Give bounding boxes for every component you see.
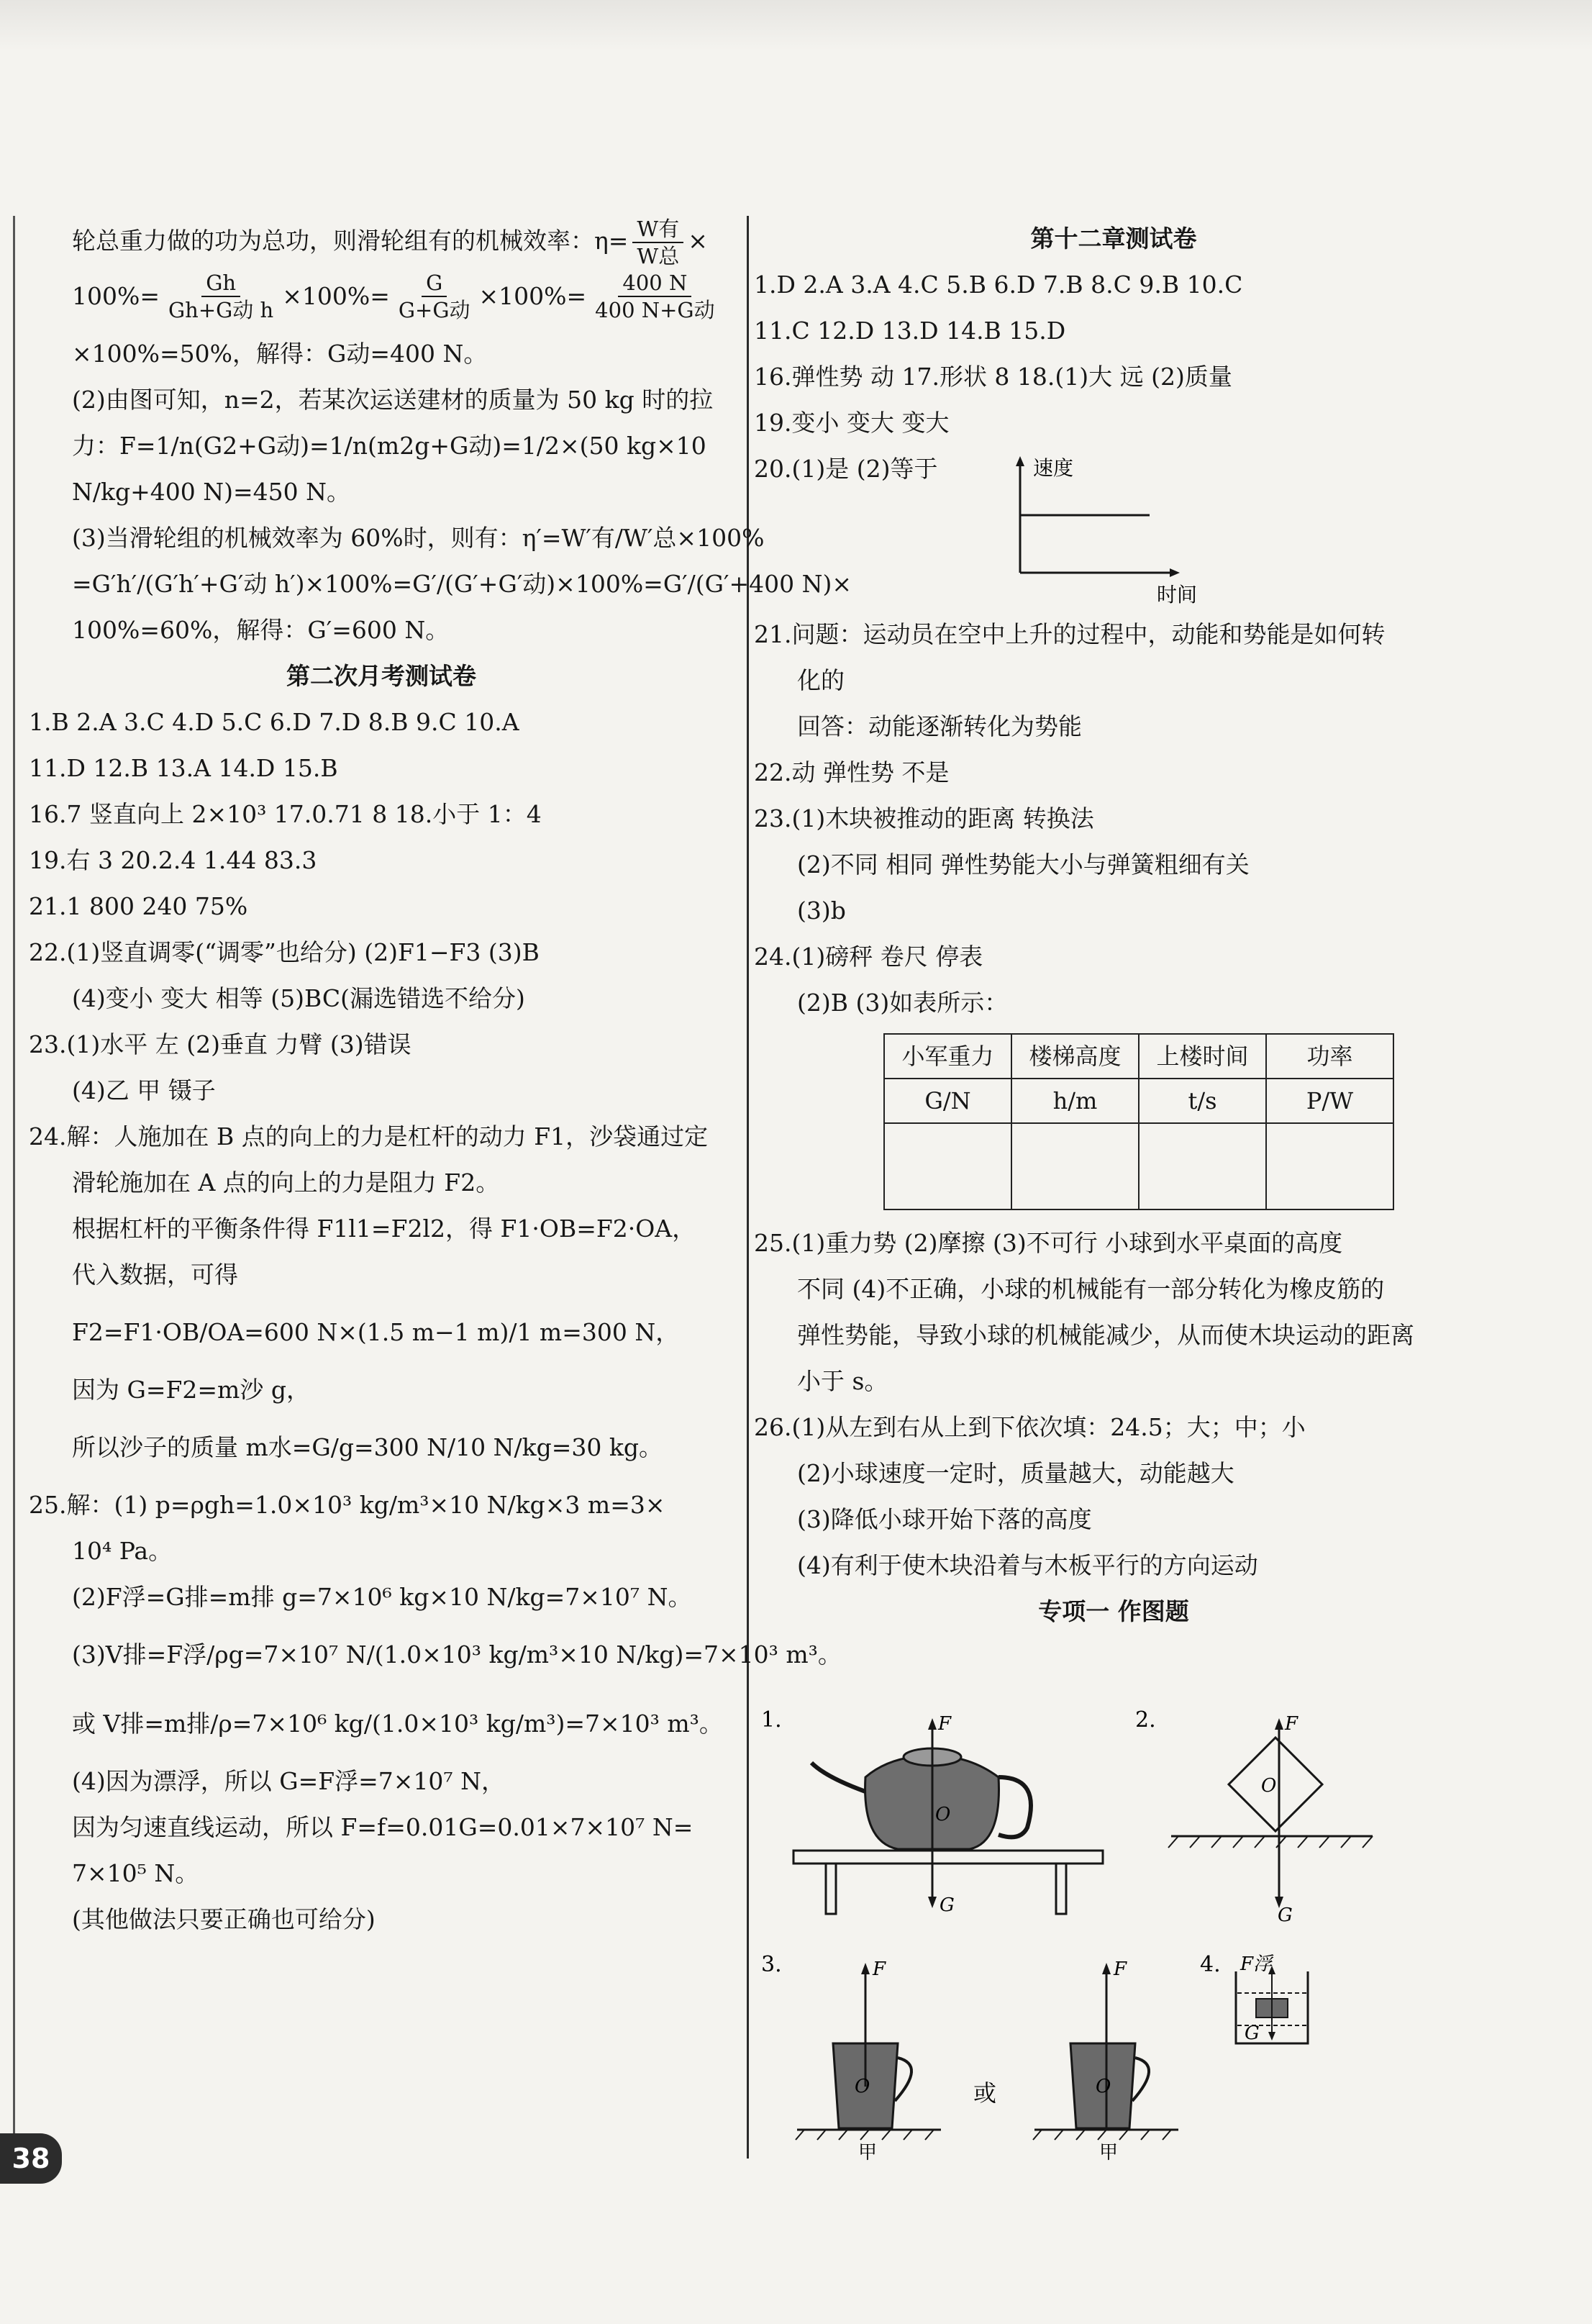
answer-line: 滑轮施加在 A 点的向上的力是阻力 F2。: [72, 1168, 500, 1197]
page-top-shadow: [0, 0, 1592, 50]
text-line: 力：F=1/n(G2+G动)=1/n(m2g+G动)=1/2×(50 kg×10: [72, 432, 706, 460]
answer-line: 弹性势能，导致小球的机械能减少，从而使木块运动的距离: [797, 1321, 1414, 1349]
table-top: [793, 1851, 1103, 1864]
answer-line: (4)乙 甲 镊子: [72, 1076, 216, 1104]
table-cell: 小军重力: [884, 1034, 1011, 1079]
answer-line: 24.(1)磅秤 卷尺 停表: [754, 943, 983, 971]
answer-line: (4)变小 变大 相等 (5)BC(漏选错选不给分): [72, 984, 525, 1012]
table-cell: h/m: [1011, 1079, 1139, 1123]
table-leg: [1056, 1864, 1066, 1914]
jia-label: 甲: [858, 2142, 878, 2164]
table-cell: [884, 1123, 1011, 1209]
answer-line: (其他做法只要正确也可给分): [72, 1905, 376, 1933]
answer-line: (3)降低小球开始下落的高度: [797, 1505, 1092, 1533]
fig4-label: 4.: [1200, 1952, 1221, 1977]
answer-line: [754, 446, 1473, 612]
answer-line: (2)B (3)如表所示：: [797, 989, 1009, 1017]
answer-line: 16.弹性势 动 17.形状 8 18.(1)大 远 (2)质量: [754, 363, 1232, 391]
drawing-figures: [754, 1698, 1473, 2166]
right-column: [754, 216, 1473, 1635]
answer-line: 回答：动能逐渐转化为势能: [797, 712, 1082, 740]
or-label: 或: [973, 2079, 997, 2107]
center-O-label: O: [1096, 2076, 1111, 2097]
graph-x-label: 时间: [1157, 583, 1198, 607]
center-O-label: O: [1261, 1775, 1277, 1797]
table-cell: 功率: [1266, 1034, 1393, 1079]
answer-line: 10⁴ Pa。: [72, 1537, 173, 1565]
fig2-label: 2.: [1135, 1707, 1156, 1733]
text-line: (3)当滑轮组的机械效率为 60%时，则有：η′=W′有/W′总×100%: [72, 524, 765, 552]
answer-line: 因为匀速直线运动，所以 F=f=0.01G=0.01×7×10⁷ N=: [72, 1813, 693, 1841]
table-cell: 楼梯高度: [1011, 1034, 1139, 1079]
answer-line: 21.1 800 240 75%: [29, 892, 248, 920]
text-line: (2)由图可知，n=2，若某次运送建材的质量为 50 kg 时的拉: [72, 386, 714, 414]
answer-line: 25.(1)重力势 (2)摩擦 (3)不可行 小球到水平桌面的高度: [754, 1229, 1343, 1257]
force-G-label: G: [1245, 2023, 1260, 2044]
jia-label: 甲: [1099, 2142, 1119, 2164]
buoyancy-label: F浮: [1240, 1953, 1273, 1975]
text-line: ×100%=50%，解得：G动=400 N。: [72, 340, 488, 368]
answer-line: 22.动 弹性势 不是: [754, 758, 950, 786]
table-row: [884, 1034, 1393, 1079]
column-divider: [747, 216, 749, 2159]
answer-line: 所以沙子的质量 m水=G/g=300 N/10 N/kg=30 kg。: [72, 1433, 663, 1461]
answer-line: 或 V排=m排/ρ=7×10⁶ kg/(1.0×10³ kg/m³)=7×10³ m³。: [72, 1710, 723, 1738]
answer-line: (3)V排=F浮/ρg=7×10⁷ N/(1.0×10³ kg/m³×10 N/kg)=7×10³ m³。: [72, 1640, 842, 1669]
table-cell: [1011, 1123, 1139, 1209]
answer-line: 23.(1)水平 左 (2)垂直 力臂 (3)错误: [29, 1030, 411, 1058]
left-margin-rule: [13, 216, 15, 2159]
center-O-label: O: [935, 1804, 951, 1825]
text-line: 100%=60%，解得：G′=600 N。: [72, 616, 450, 644]
answer-line: 根据杠杆的平衡条件得 F1l1=F2l2，得 F1·OB=F2·OA，: [72, 1215, 696, 1243]
formula-line: 100%= $\frac{Gh}{\text{Gh+G动 h}}$ ×100%= $\frac{G}{\text{G+G动}}$ ×100%= $\frac{400 N}{\text{400 N+G动}}$: [72, 271, 715, 322]
answer-line: 7×10⁵ N。: [72, 1859, 199, 1887]
answer-line: 11.C 12.D 13.D 14.B 15.D: [754, 317, 1066, 345]
answer-line: (4)因为漂浮，所以 G=F浮=7×10⁷ N，: [72, 1767, 506, 1795]
section-heading: 第十二章测试卷: [1030, 224, 1197, 253]
force-F-label: F: [873, 1958, 886, 1980]
answer-line: 不同 (4)不正确，小球的机械能有一部分转化为橡皮筋的: [797, 1275, 1385, 1303]
answer-line: 19.右 3 20.2.4 1.44 83.3: [29, 846, 317, 874]
answer-line: 代入数据，可得: [72, 1261, 238, 1289]
table-cell: G/N: [884, 1079, 1011, 1123]
table-cell: P/W: [1266, 1079, 1393, 1123]
answer-line: 小于 s。: [797, 1367, 888, 1395]
force-G-label: G: [940, 1894, 955, 1916]
text-line: N/kg+400 N)=450 N。: [72, 478, 350, 506]
answer-line: 化的: [797, 666, 845, 694]
answer-line: 22.(1)竖直调零(“调零”也给分) (2)F1−F3 (3)B: [29, 938, 540, 966]
answer-line: 因为 G=F2=m沙 g，: [72, 1376, 310, 1404]
force-F-label: F: [938, 1713, 952, 1735]
force-F-label: F: [1285, 1713, 1298, 1735]
force-F-label: F: [1114, 1958, 1127, 1980]
record-table: [883, 1033, 1394, 1210]
answer-line: 1.D 2.A 3.A 4.C 5.B 6.D 7.B 8.C 9.B 10.C: [754, 271, 1243, 299]
table-row: [884, 1123, 1393, 1209]
answer-line: (3)b: [797, 897, 846, 925]
force-G-label: G: [1278, 1905, 1293, 1926]
section-heading: 专项一 作图题: [1038, 1597, 1189, 1625]
graph-y-label: 速度: [1033, 456, 1074, 480]
answer-line: (2)F浮=G排=m排 g=7×10⁶ kg×10 N/kg=7×10⁷ N。: [72, 1583, 692, 1611]
table-cell: [1266, 1123, 1393, 1209]
answer-line: 1.B 2.A 3.C 4.D 5.C 6.D 7.D 8.B 9.C 10.A: [29, 708, 519, 736]
text-line: 轮总重力做的功为总功，则滑轮组有的机械效率：η= $\frac{\text{W有}}{\text{W总}}$ ×: [72, 217, 708, 268]
answer-line: (2)小球速度一定时，质量越大，动能越大: [797, 1459, 1234, 1487]
speed-time-graph: [991, 443, 1229, 609]
q20-text: 20.(1)是 (2)等于: [754, 455, 938, 483]
answer-line: 23.(1)木块被推动的距离 转换法: [754, 804, 1094, 832]
center-O-label: O: [855, 2076, 870, 2097]
text-line: =G′h′/(G′h′+G′动 h′)×100%=G′/(G′+G′动)×100%=G′/(G′+400 N)×: [72, 570, 852, 598]
section-heading: 第二次月考测试卷: [286, 662, 476, 690]
answer-line: (2)不同 相同 弹性势能大小与弹簧粗细有关: [797, 850, 1250, 879]
answer-line: (4)有利于使木块沿着与木板平行的方向运动: [797, 1551, 1258, 1579]
fig1-label: 1.: [761, 1707, 782, 1733]
answer-line: F2=F1·OB/OA=600 N×(1.5 m−1 m)/1 m=300 N，: [72, 1318, 680, 1346]
table-leg: [826, 1864, 836, 1914]
answer-line: 19.变小 变大 变大: [754, 409, 950, 437]
table-cell: 上楼时间: [1139, 1034, 1266, 1079]
answer-line: 16.7 竖直向上 2×10³ 17.0.71 8 18.小于 1：4: [29, 800, 542, 828]
answer-line: 21.问题：运动员在空中上升的过程中，动能和势能是如何转: [754, 620, 1386, 648]
answer-line: 24.解：人施加在 B 点的向上的力是杠杆的动力 F1，沙袋通过定: [29, 1122, 709, 1150]
fig3-label: 3.: [761, 1952, 782, 1977]
table-cell: t/s: [1139, 1079, 1266, 1123]
answer-line: 25.解：(1) p=ρgh=1.0×10³ kg/m³×10 N/kg×3 m=3×: [29, 1491, 665, 1519]
answer-line: 26.(1)从左到右从上到下依次填：24.5；大；中；小: [754, 1413, 1306, 1441]
table-row: [884, 1079, 1393, 1123]
page-number: 38: [0, 2133, 62, 2184]
answer-line: 11.D 12.B 13.A 14.D 15.B: [29, 754, 338, 782]
table-cell: [1139, 1123, 1266, 1209]
